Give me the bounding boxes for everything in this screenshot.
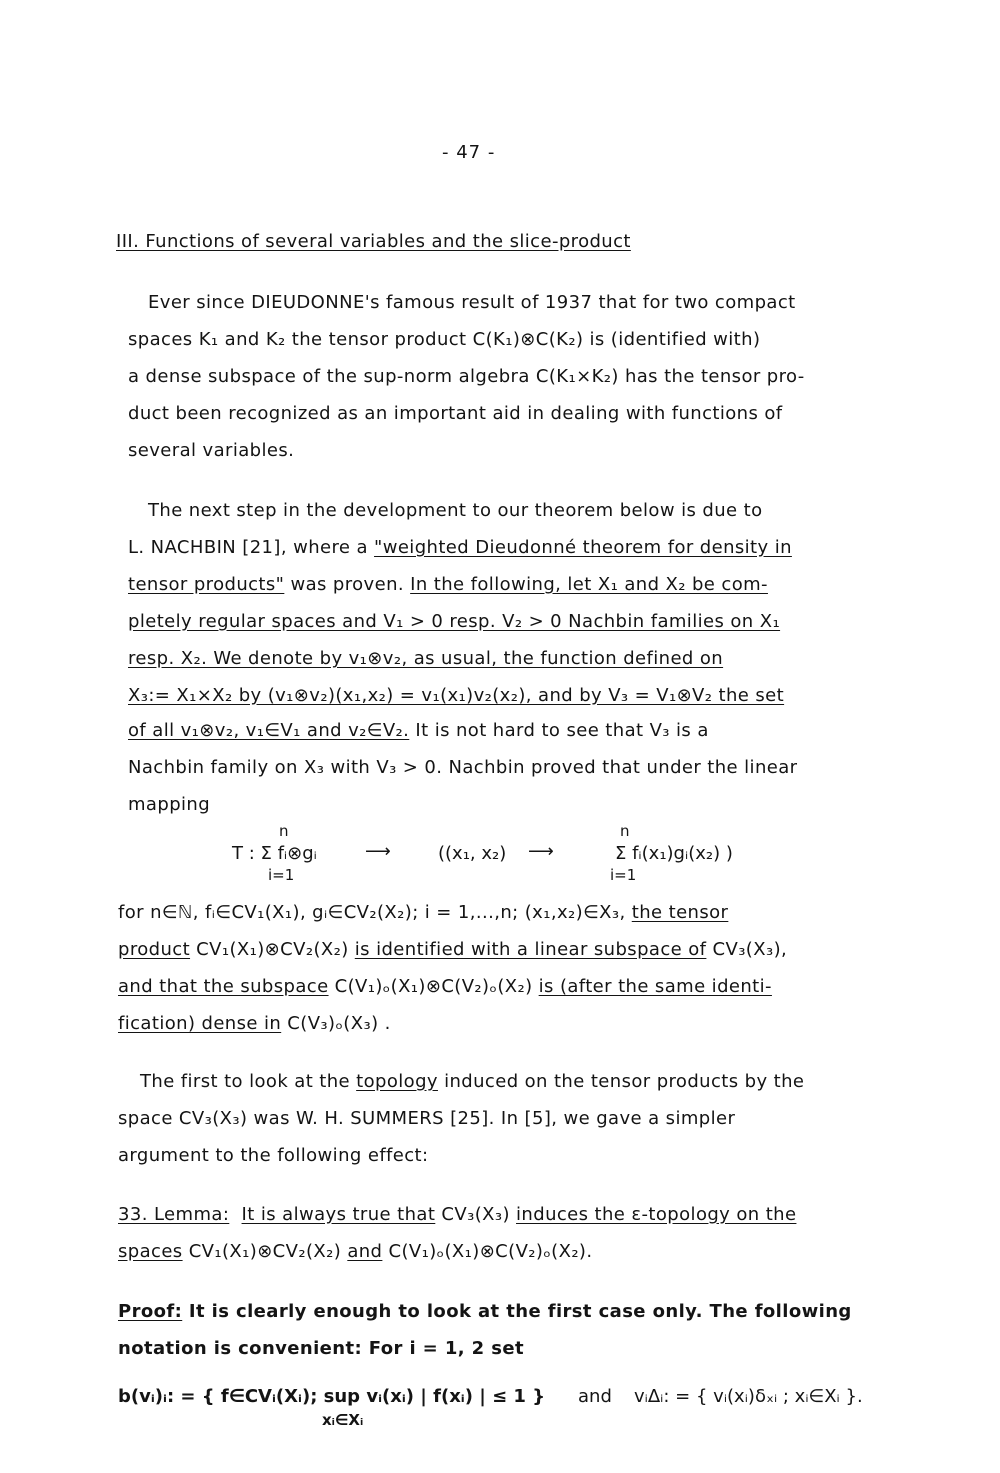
- page-number: - 47 -: [442, 142, 496, 163]
- p2-line-3: tensor products" was proven. In the following, let X₁ and X₂ be com-: [128, 574, 768, 595]
- p1-line-4: duct been recognized as an important aid in dealing with functions of: [128, 403, 783, 424]
- section-title: III. Functions of several variables and the slice-product: [116, 231, 631, 252]
- p2-line-9: mapping: [128, 794, 211, 815]
- weighted-dieudonne-title: "weighted Dieudonné theorem for density in: [374, 537, 792, 558]
- page: - 47 - III. Functions of several variables and the slice-product Ever since DIEUDONNE's famous result of 1937 that for two compact spaces K₁ and K₂ the tensor product C(K₁)⊗C(K₂) is (identified with) a dense subspace of the sup-norm algebra C(K₁×K₂) has the tensor pro- duct been recognized as an important aid in dealing with functions of several variables. The next step in the development to our theorem below is due to L. NACHBIN [21], where a "weighted Dieudonné theorem for density in tensor products" was proven. In the following, let X₁ and X₂ be com- pletely regular spaces and V₁ > 0 resp. V₂ > 0 Nachbin families on X₁ resp. X₂. We denote by v₁⊗v₂, as usual, the function defined on X₃:= X₁×X₂ by (v₁⊗v₂)(x₁,x₂) = v₁(x₁)v₂(x₂), and by V₃ = V₁⊗V₂ the set of all v₁⊗v₂, v₁∈V₁ and v₂∈V₂. It is not hard to see that V₃ is a Nachbin family on X₃ with V₃ > 0. Nachbin proved that under the linear mapping n T : Σ fᵢ⊗gᵢ i=1 ⟶ ((x₁, x₂) ⟶ n Σ fᵢ(x₁)gᵢ(x₂) ) i=1 for n∈ℕ, fᵢ∈CV₁(X₁), gᵢ∈CV₂(X₂); i = 1,...,n; (x₁,x₂)∈X₃, the tensor product CV₁(X₁)⊗CV₂(X₂) is identified with a linear subspace of CV₃(X₃), and that the subspace C(V₁)ₒ(X₁)⊗C(V₂)ₒ(X₂) is (after the same identi- fication) dense in C(V₃)ₒ(X₃) . The first to look at the topology induced on the tensor products by the space CV₃(X₃) was W. H. SUMMERS [25]. In [5], we gave a simpler argument to the following effect: 33. Lemma: It is always true that CV₃(X₃) induces the ε-topology on the spaces CV₁(X₁)⊗CV₂(X₂) and C(V₁)ₒ(X₁)⊗C(V₂)ₒ(X₂). Proof: It is clearly enough to look at the first case only. The following notation is convenient: For i = 1, 2 set b(vᵢ)ᵢ: = { f∈CVᵢ(Xᵢ); sup vᵢ(xᵢ) | f(xᵢ) | ≤ 1 } xᵢ∈Xᵢ and vᵢΔᵢ: = { vᵢ(xᵢ)δₓᵢ ; xᵢ∈Xᵢ }.: [116, 142, 863, 1429]
- lemma-line-1: 33. Lemma: It is always true that CV₃(X₃) induces the ε-topology on the: [118, 1204, 797, 1225]
- p3-line-2: product CV₁(X₁)⊗CV₂(X₂) is identified with a linear subspace of CV₃(X₃),: [118, 939, 788, 960]
- tensor-products-title: tensor products": [128, 574, 285, 595]
- p2-line-6: X₃:= X₁×X₂ by (v₁⊗v₂)(x₁,x₂) = v₁(x₁)v₂(x₂), and by V₃ = V₁⊗V₂ the set: [128, 685, 785, 706]
- p2-line-7: of all v₁⊗v₂, v₁∈V₁ and v₂∈V₂. It is not hard to see that V₃ is a: [128, 720, 709, 741]
- p4-line-1: The first to look at the topology induced on the tensor products by the: [140, 1071, 805, 1092]
- proof-line-1: Proof: It is clearly enough to look at the first case only. The following: [118, 1301, 852, 1322]
- p3-line-1: for n∈ℕ, fᵢ∈CV₁(X₁), gᵢ∈CV₂(X₂); i = 1,...,n; (x₁,x₂)∈X₃, the tensor: [118, 902, 729, 923]
- lemma-line-2: spaces CV₁(X₁)⊗CV₂(X₂) and C(V₁)ₒ(X₁)⊗C(V₂)ₒ(X₂).: [118, 1241, 593, 1262]
- arrow-icon: ⟶: [365, 841, 391, 862]
- p4-line-2: space CV₃(X₃) was W. H. SUMMERS [25]. In [5], we gave a simpler: [118, 1108, 736, 1129]
- p1-line-3: a dense subspace of the sup-norm algebra C(K₁×K₂) has the tensor pro-: [128, 366, 805, 387]
- p2-line-5: resp. X₂. We denote by v₁⊗v₂, as usual, the function defined on: [128, 648, 724, 669]
- p2-line-4: pletely regular spaces and V₁ > 0 resp. V₂ > 0 Nachbin families on X₁: [128, 611, 781, 632]
- proof-line-2: notation is convenient: For i = 1, 2 set: [118, 1338, 524, 1359]
- p3-line-3: and that the subspace C(V₁)ₒ(X₁)⊗C(V₂)ₒ(X₂) is (after the same identi-: [118, 976, 772, 997]
- p2-line-1: The next step in the development to our theorem below is due to: [148, 500, 763, 521]
- p1-line-1: Ever since DIEUDONNE's famous result of 1937 that for two compact: [148, 292, 796, 313]
- p2-line-2: [128, 537, 792, 559]
- p1-line-5: several variables.: [128, 440, 295, 461]
- nachbin-ref: L. NACHBIN [21], where a: [128, 537, 375, 558]
- p4-line-3: argument to the following effect:: [118, 1145, 429, 1166]
- proof-label: Proof:: [118, 1301, 183, 1322]
- p1-line-2: spaces K₁ and K₂ the tensor product C(K₁)⊗C(K₂) is (identified with): [128, 329, 761, 350]
- p3-line-4: fication) dense in C(V₃)ₒ(X₃) .: [118, 1013, 391, 1034]
- lemma-label: 33. Lemma:: [118, 1204, 230, 1225]
- p2-line-8: Nachbin family on X₃ with V₃ > 0. Nachbin proved that under the linear: [128, 757, 798, 778]
- arrow-icon: ⟶: [528, 841, 554, 862]
